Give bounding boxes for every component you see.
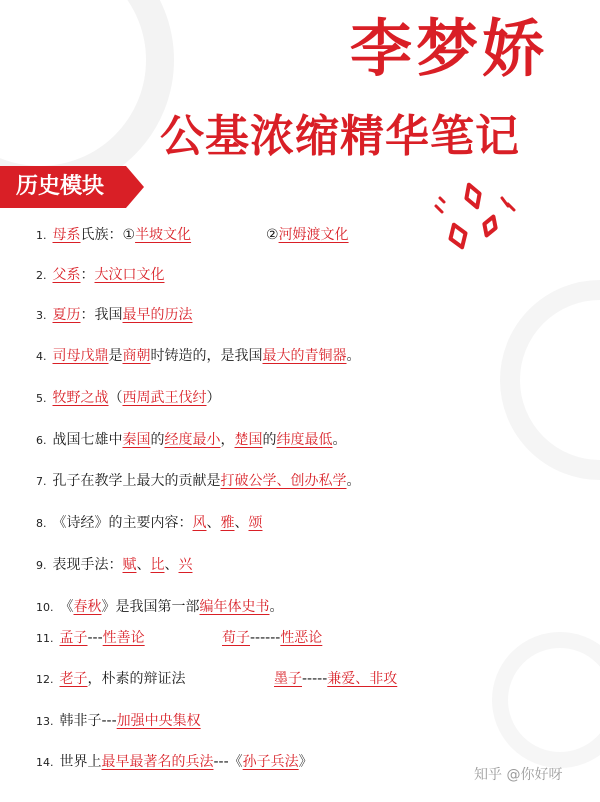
item-text: ， (220, 432, 235, 448)
item-text: 、 (136, 557, 151, 573)
item-text: 是 (108, 348, 123, 364)
key-term: 最早最著名的兵法 (101, 754, 214, 770)
item-text: ------ (250, 630, 281, 646)
key-term: 西周武王伐纣 (122, 390, 207, 406)
key-term: 最早的历法 (122, 307, 193, 323)
item-text: 孔子在教学上最大的贡献是 (52, 473, 221, 489)
watermark: 知乎 @你好呀 (474, 767, 563, 783)
item-text: 世界上 (59, 754, 102, 770)
key-term: 半坡文化 (135, 227, 192, 243)
key-term: 加强中央集权 (116, 713, 201, 729)
item-text: 》是我国第一部 (101, 599, 200, 615)
key-term: 秦国 (122, 432, 151, 448)
notes-title: 公基浓缩精华笔记 (160, 111, 520, 162)
sparkle-icon (428, 178, 528, 258)
item-text: 、 (234, 515, 249, 531)
item-text: 《 (59, 599, 74, 615)
key-term: 赋 (122, 557, 137, 573)
module-tag: 历史模块 (0, 166, 126, 208)
item-text: 》 (298, 754, 313, 770)
item-text: ： (80, 267, 95, 283)
key-term: 大汶口文化 (94, 267, 165, 283)
list-item (36, 222, 349, 248)
list-item (36, 385, 221, 411)
item-text: 。 (346, 348, 361, 364)
list-item (36, 552, 193, 578)
item-number: 13. (36, 715, 54, 728)
key-term: 孙子兵法 (242, 754, 299, 770)
key-term: 荀子 (222, 630, 250, 646)
list-item (36, 343, 361, 369)
key-term: 夏历 (52, 307, 81, 323)
list-item (36, 468, 361, 494)
key-term: 春秋 (73, 599, 102, 615)
item-number: 10. (36, 601, 54, 614)
item-number: 11. (36, 632, 54, 645)
list-item (36, 427, 347, 453)
list-item (36, 302, 193, 328)
key-term: 墨子 (274, 671, 302, 687)
item-text: ） (206, 390, 221, 406)
list-item (36, 666, 398, 692)
item-number: 6. (36, 434, 47, 447)
key-term: 孟子 (59, 630, 88, 646)
item-text: ----- (302, 671, 328, 687)
list-item (36, 510, 263, 536)
item-text: 韩非子--- (59, 713, 117, 729)
key-term: 商朝 (122, 348, 151, 364)
item-text: 、 (164, 557, 179, 573)
key-term: 最大的青铜器 (262, 348, 347, 364)
item-number: 5. (36, 392, 47, 405)
item-text: 战国七雄中 (52, 432, 123, 448)
key-term: 经度最小 (164, 432, 221, 448)
item-text: ---《 (213, 754, 243, 770)
item-text: 。 (269, 599, 284, 615)
item-number: 7. (36, 475, 47, 488)
item-text: ：我国 (80, 307, 123, 323)
key-term: 性善论 (102, 630, 145, 646)
key-term: 性恶论 (280, 630, 323, 646)
item-text: ② (266, 227, 279, 243)
list-item (36, 262, 165, 288)
key-term: 河姆渡文化 (278, 227, 349, 243)
key-term: 比 (150, 557, 165, 573)
key-term: 打破公学、创办私学 (220, 473, 347, 489)
item-number: 2. (36, 269, 47, 282)
item-text: 。 (332, 432, 347, 448)
key-term: 颂 (248, 515, 263, 531)
item-number: 3. (36, 309, 47, 322)
list-item (36, 594, 284, 620)
key-term: 父系 (52, 267, 81, 283)
author-name-title: 李梦娇 (350, 12, 549, 85)
key-term: 风 (192, 515, 207, 531)
item-text: 的 (150, 432, 165, 448)
key-term: 牧野之战 (52, 390, 109, 406)
item-number: 8. (36, 517, 47, 530)
item-number: 12. (36, 673, 54, 686)
item-text: 氏族：① (80, 227, 136, 243)
key-term: 楚国 (234, 432, 263, 448)
item-number: 4. (36, 350, 47, 363)
item-text: （ (108, 390, 123, 406)
item-number: 9. (36, 559, 47, 572)
item-text: --- (87, 630, 103, 646)
key-term: 兴 (178, 557, 193, 573)
key-term: 雅 (220, 515, 235, 531)
item-number: 1. (36, 229, 47, 242)
item-text: 时铸造的，是我国 (150, 348, 263, 364)
item-text: ，朴素的辩证法 (87, 671, 186, 687)
item-text: 、 (206, 515, 221, 531)
item-text: 。 (346, 473, 361, 489)
key-term: 母系 (52, 227, 81, 243)
list-item (36, 749, 313, 775)
key-term: 司母戊鼎 (52, 348, 109, 364)
key-term: 老子 (59, 671, 88, 687)
key-term: 兼爱、非攻 (327, 671, 398, 687)
list-item (36, 708, 201, 734)
key-term: 纬度最低 (276, 432, 333, 448)
item-text: 表现手法： (52, 557, 123, 573)
key-term: 编年体史书 (199, 599, 270, 615)
item-text: 的 (262, 432, 277, 448)
item-text: 《诗经》的主要内容： (52, 515, 193, 531)
item-number: 14. (36, 756, 54, 769)
list-item (36, 625, 323, 651)
